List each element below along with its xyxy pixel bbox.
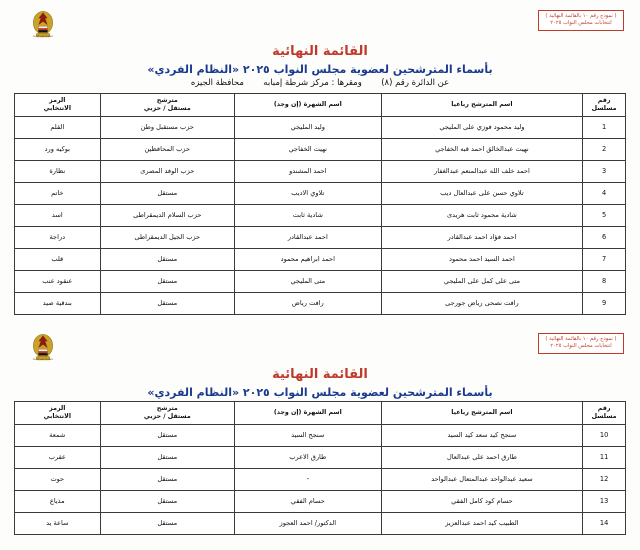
cell-serial: 2 [583,139,626,161]
table-row [15,271,626,293]
cell-nickname: نهيت الخفاجي [234,139,381,161]
district-office: ومقرها : مركز شرطة إمبابه [263,78,362,88]
cell-affiliation: مستقل [100,513,234,535]
cell-full-name: الطبيب كيد احمد عبدالعزيز [381,513,583,535]
column-header-full-name: اسم المترشح رباعيا [381,402,583,425]
cell-serial: 1 [583,117,626,139]
cell-affiliation: حزب الوفد المصرى [100,161,234,183]
cell-nickname: تلاوي الاديب [234,183,381,205]
cell-full-name: سنجح كيد سعد كيد السيد [381,425,583,447]
cell-symbol: مذياع [15,491,101,513]
column-header-nickname: اسم الشهرة (إن وجد) [234,94,381,117]
cell-symbol: خاتم [15,183,101,205]
table-row [15,425,626,447]
cell-serial: 14 [583,513,626,535]
block-2-header [14,331,626,365]
column-header-serial: رقم مسلسل [583,402,626,425]
cell-serial: 8 [583,271,626,293]
table-header-row [15,94,626,117]
table-header-row [15,402,626,425]
cell-nickname: - [234,469,381,491]
cell-serial: 5 [583,205,626,227]
column-header-symbol: الرمز الانتخابي [15,94,101,117]
cell-serial: 11 [583,447,626,469]
cell-symbol: دراجة [15,227,101,249]
cell-affiliation: مستقل [100,491,234,513]
column-header-nickname: اسم الشهرة (إن وجد) [234,402,381,425]
table-row [15,447,626,469]
column-header-full-name: اسم المترشح رباعيا [381,94,583,117]
cell-nickname: متى المليجي [234,271,381,293]
table-row [15,249,626,271]
cell-serial: 7 [583,249,626,271]
table-row [15,491,626,513]
table-row [15,117,626,139]
cell-affiliation: حزب المحافظين [100,139,234,161]
cell-symbol: بندقية صيد [15,293,101,315]
table-row [15,227,626,249]
table-row [15,183,626,205]
cell-nickname: احمد عبدالقادر [234,227,381,249]
table-row [15,513,626,535]
cell-nickname: طارق الاعرب [234,447,381,469]
cell-serial: 4 [583,183,626,205]
table-row [15,293,626,315]
cell-full-name: احمد خلف الله عبدالمنعم عبدالغفار [381,161,583,183]
cell-symbol: قلب [15,249,101,271]
cell-symbol: اسد [15,205,101,227]
cell-full-name: رافت نصحى رياض جورجى [381,293,583,315]
cell-full-name: متى على كمل على المليجي [381,271,583,293]
cell-full-name: وليد محمود فوزي على المليجي [381,117,583,139]
cell-affiliation: حزب مستقبل وطن [100,117,234,139]
column-header-symbol: الرمز الانتخابي [15,402,101,425]
svg-text:جمهورية مصر العربية: جمهورية مصر العربية [32,357,54,361]
district-line [14,78,626,88]
cell-affiliation: حزب السلام الديمقراطى [100,205,234,227]
cell-nickname: الدكتور/ احمد العجوز [234,513,381,535]
cell-serial: 9 [583,293,626,315]
cell-full-name: احمد السيد احمد محمود [381,249,583,271]
cell-affiliation: مستقل [100,447,234,469]
cell-symbol: حوت [15,469,101,491]
cell-symbol: عقرب [15,447,101,469]
cell-nickname: رافت رياض [234,293,381,315]
cell-serial: 10 [583,425,626,447]
form-stamp-line-1: ( نموذج رقم ١٠ بالقائمة النهائية ) [545,335,617,342]
cell-full-name: نهيت عبدالخالق احمد قبه الخفاجي [381,139,583,161]
page-subtitle: بأسماء المترشحين لعضوية مجلس النواب ٢٠٢٥ «النظام الفردي» [147,386,493,399]
cell-serial: 3 [583,161,626,183]
cell-affiliation: مستقل [100,249,234,271]
form-stamp-line-1: ( نموذج رقم ١٠ بالقائمة النهائية ) [545,12,617,19]
cell-nickname: حسام الفقي [234,491,381,513]
cell-serial: 12 [583,469,626,491]
form-number-stamp [538,10,624,31]
column-header-affiliation: مترشح مستقل / حزبي [100,94,234,117]
form-stamp-line-2: انتخابات مجلس النواب ٢٠٢٥ [550,343,612,350]
cell-symbol: بوكيه ورد [15,139,101,161]
egypt-eagle-emblem-icon [26,331,60,365]
candidates-table-1 [14,93,626,315]
cell-serial: 13 [583,491,626,513]
cell-symbol: القلم [15,117,101,139]
cell-nickname: شادية ثابت [234,205,381,227]
block-separator [0,315,640,325]
cell-affiliation: مستقل [100,425,234,447]
svg-text:جمهورية مصر العربية: جمهورية مصر العربية [32,34,54,38]
cell-symbol: شمعة [15,425,101,447]
column-header-affiliation: مترشح مستقل / حزبي [100,402,234,425]
cell-nickname: احمد ابراهيم محمود [234,249,381,271]
cell-affiliation: مستقل [100,469,234,491]
cell-affiliation: مستقل [100,183,234,205]
candidate-list-block-2 [0,325,640,535]
cell-full-name: تلاوي حسن على عبدالعال ديب [381,183,583,205]
cell-full-name: طارق احمد على عبدالعال [381,447,583,469]
cell-affiliation: مستقل [100,293,234,315]
cell-symbol: عنقود عنب [15,271,101,293]
page-title: القائمة النهائية [272,367,368,382]
form-number-stamp [538,333,624,354]
cell-serial: 6 [583,227,626,249]
cell-nickname: احمد المشندو [234,161,381,183]
cell-full-name: حسام كود كامل الفقي [381,491,583,513]
cell-full-name: سعيد عبدالواحد عبدالمتعال عبدالواحد [381,469,583,491]
form-stamp-line-2: انتخابات مجلس النواب ٢٠٢٥ [550,20,612,27]
cell-symbol: ساعة يد [15,513,101,535]
table-row [15,469,626,491]
candidates-table-2 [14,401,626,535]
cell-full-name: شادية محمود ثابت هريدى [381,205,583,227]
cell-nickname: سنجح السيد [234,425,381,447]
table-row [15,139,626,161]
egypt-eagle-emblem-icon [26,8,60,42]
district-prefix: عن الدائرة رقم (٨) [381,78,450,88]
cell-affiliation: مستقل [100,271,234,293]
table-row [15,205,626,227]
cell-affiliation: حزب الجيل الديمقراطى [100,227,234,249]
block-1-header [14,8,626,42]
cell-full-name: احمد فؤاد احمد عبدالقادر [381,227,583,249]
cell-symbol: نظارة [15,161,101,183]
page-title: القائمة النهائية [272,44,368,59]
page-subtitle: بأسماء المترشحين لعضوية مجلس النواب ٢٠٢٥ «النظام الفردي» [147,63,493,76]
column-header-serial: رقم مسلسل [583,94,626,117]
district-governorate: محافظة الجيزه [190,78,244,88]
cell-nickname: وليد المليجي [234,117,381,139]
table-row [15,161,626,183]
